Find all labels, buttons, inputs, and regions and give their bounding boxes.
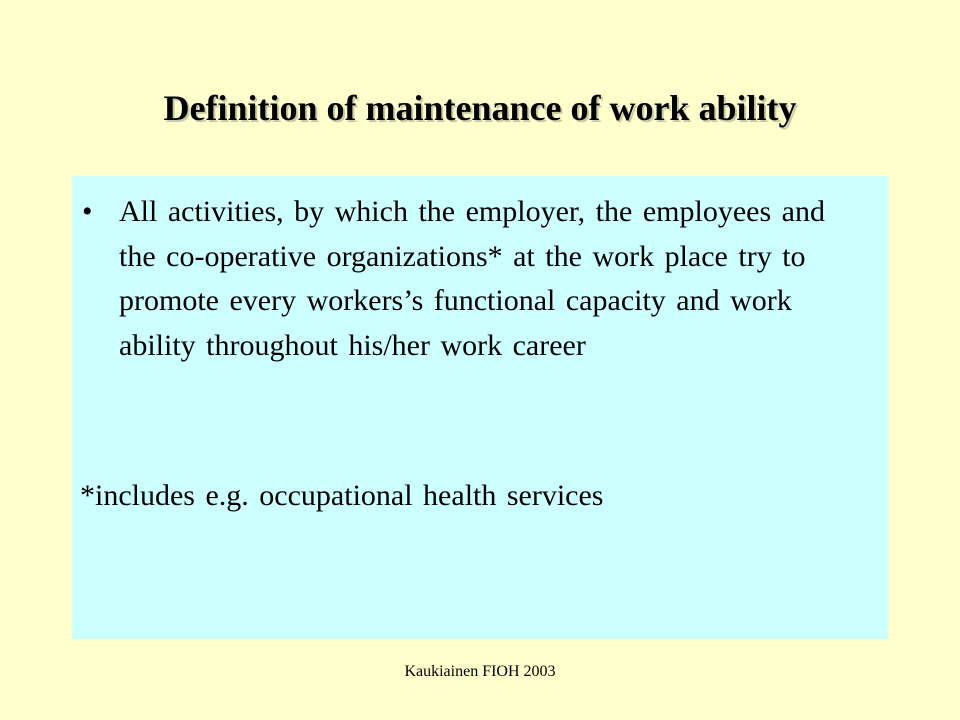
slide-title: Definition of maintenance of work ability [163, 88, 797, 128]
content-box [72, 176, 888, 639]
bullet-marker: • [82, 195, 93, 228]
bullet-text: All activities, by which the employer, the employees and the co-operative organizations* at the work place try to promote every workers’s functional capacity and work ability throughout his/her work career [119, 195, 825, 362]
slide-footer: Kaukiainen FIOH 2003 [404, 663, 556, 680]
footnote: *includes e.g. occupational health services [80, 479, 604, 512]
